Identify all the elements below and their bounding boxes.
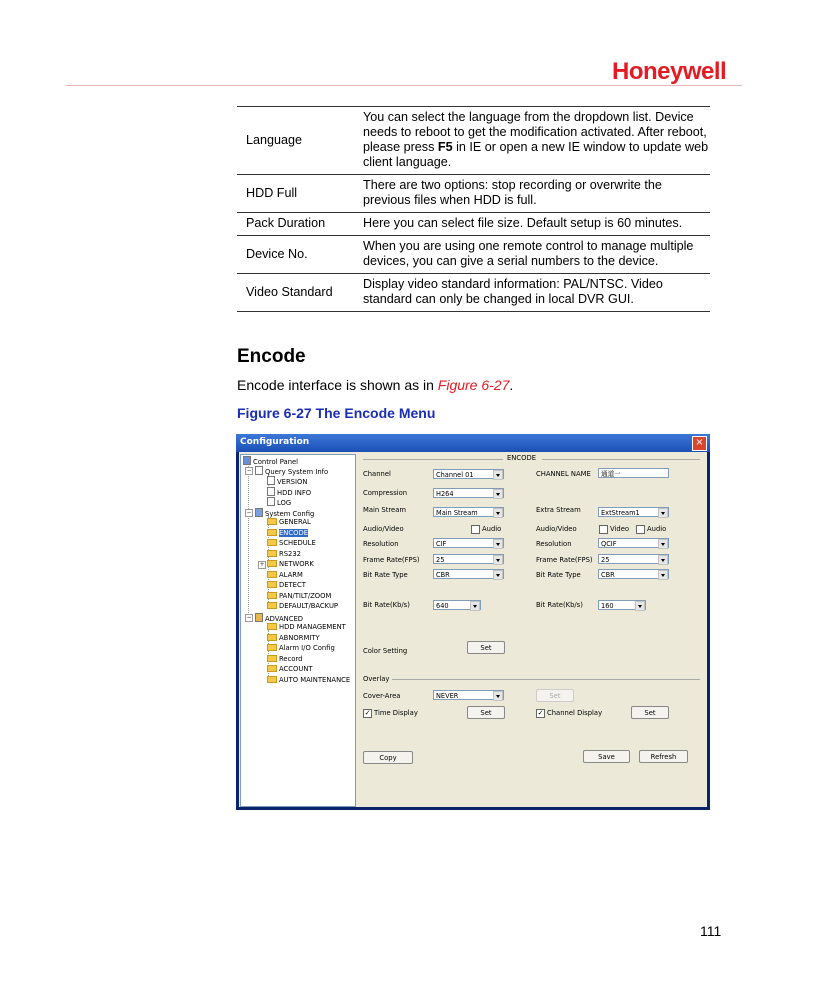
tree-label: Record [279, 655, 303, 663]
tree-item-schedule[interactable] [267, 539, 316, 548]
tree-item-detect[interactable] [267, 581, 306, 590]
tree-item-encode[interactable] [267, 529, 308, 538]
table-key: Language [237, 107, 362, 175]
folder-icon [267, 634, 277, 641]
chevron-down-icon [658, 570, 668, 580]
folder-icon [267, 539, 277, 546]
chevron-down-icon [493, 508, 503, 518]
tree-item-account[interactable] [267, 665, 313, 674]
select-value: 25 [601, 556, 610, 564]
folder-icon [267, 571, 277, 578]
tree-label: System Config [265, 510, 315, 518]
select-value: QCIF [601, 540, 617, 548]
chevron-down-icon [493, 555, 503, 565]
fps-select-extra[interactable] [598, 554, 669, 564]
resolution-label: Resolution [363, 540, 399, 548]
refresh-button[interactable]: Refresh [639, 750, 688, 763]
chevron-down-icon [658, 555, 668, 565]
table-row [237, 175, 710, 213]
fps-label: Frame Rate(FPS) [363, 556, 420, 564]
encode-panel [360, 454, 706, 805]
cover-area-select[interactable] [433, 690, 504, 700]
chevron-down-icon [658, 539, 668, 549]
tree-item-record[interactable] [267, 655, 302, 664]
table-value: You can select the language from the dropdown list. Device needs to reboot to get the modification activated. After reboot, please press F5 in IE or open a new IE window to update web client language. [362, 107, 710, 175]
panel-heading: ENCODE [507, 454, 537, 462]
color-set-button[interactable]: Set [467, 641, 505, 654]
select-value: Channel 01 [436, 471, 474, 479]
tree-label: VERSION [277, 478, 308, 486]
close-button[interactable]: × [692, 436, 707, 451]
table-value: When you are using one remote control to manage multiple devices, you can give a serial numbers to the device. [362, 236, 710, 274]
table-value: Here you can select file size. Default setup is 60 minutes. [362, 213, 710, 236]
folder-icon [267, 665, 277, 672]
bit-rate-label-extra: Bit Rate(Kb/s) [536, 601, 583, 609]
folder-icon [267, 550, 277, 557]
tree-label: ABNORMITY [279, 634, 320, 642]
audio-video-label-extra: Audio/Video [536, 525, 577, 533]
audio-checkbox-main[interactable] [471, 525, 480, 534]
tree-item-network[interactable] [267, 560, 314, 569]
table-key: Video Standard [237, 274, 362, 312]
video-label: Video [610, 525, 630, 533]
group-line [542, 459, 700, 460]
collapse-icon[interactable]: − [246, 509, 252, 516]
table-row [237, 236, 710, 274]
bit-rate-type-label-extra: Bit Rate Type [536, 571, 581, 579]
collapse-icon[interactable]: − [246, 614, 252, 621]
tree-item-version[interactable] [267, 476, 307, 487]
tree-label: ADVANCED [265, 615, 303, 623]
chevron-down-icon [493, 691, 503, 701]
info-icon [255, 466, 263, 475]
tree-label-selected: ENCODE [279, 529, 309, 537]
folder-icon [267, 592, 277, 599]
tree-line [248, 464, 249, 619]
table-row [237, 107, 710, 175]
tree-label: Control Panel [253, 458, 299, 466]
time-display-checkbox[interactable]: ✓ [364, 709, 371, 717]
page-icon [267, 476, 275, 485]
tree-label: DETECT [279, 581, 306, 589]
intro-text: Encode interface is shown as in [237, 377, 438, 393]
tree-label: RS232 [279, 550, 302, 558]
channel-display-label: Channel Display [547, 709, 603, 717]
bit-rate-type-label: Bit Rate Type [363, 571, 408, 579]
main-stream-label: Main Stream [363, 506, 406, 514]
tree-item-alarm-io[interactable] [267, 644, 335, 653]
channel-display-checkbox[interactable]: ✓ [537, 709, 544, 717]
tree-item-abnormity[interactable] [267, 634, 320, 643]
figure-link[interactable]: Figure 6-27 [437, 377, 510, 393]
folder-icon [267, 676, 277, 683]
table-row [237, 213, 710, 236]
select-value: Main Stream [436, 509, 478, 517]
resolution-label-extra: Resolution [536, 540, 572, 548]
audio-video-label: Audio/Video [363, 525, 404, 533]
tree-label: ALARM [279, 571, 303, 579]
tree-item-auto-maintenance[interactable] [267, 676, 350, 685]
tree-item-default-backup[interactable] [267, 602, 338, 611]
tree-label: PAN/TILT/ZOOM [279, 592, 332, 600]
tree-label: Query System Info [265, 468, 329, 476]
extra-stream-select[interactable] [598, 507, 669, 517]
main-stream-select[interactable] [433, 507, 504, 517]
section-title: Encode [237, 346, 306, 367]
tools-icon [255, 508, 263, 517]
bit-rate-label: Bit Rate(Kb/s) [363, 601, 410, 609]
control-panel-icon [243, 456, 251, 465]
tree-item-hdd-management[interactable] [267, 623, 346, 632]
tree-label: NETWORK [279, 560, 314, 568]
folder-icon [267, 644, 277, 651]
bit-rate-type-select-main[interactable] [433, 569, 504, 579]
copy-button[interactable]: Copy [363, 751, 413, 764]
page-number: 111 [700, 923, 722, 939]
chevron-down-icon [658, 508, 668, 518]
resolution-select-extra[interactable] [598, 538, 669, 548]
tree-item-ptz[interactable] [267, 592, 331, 601]
fps-label-extra: Frame Rate(FPS) [536, 556, 593, 564]
tree-item-log[interactable] [267, 497, 291, 508]
tree-item-rs232[interactable] [267, 550, 301, 559]
bit-rate-type-select-extra[interactable] [598, 569, 669, 579]
select-value: ExtStream1 [601, 509, 640, 517]
folder-icon [267, 655, 277, 662]
color-setting-label: Color Setting [363, 647, 408, 655]
table-key: Pack Duration [237, 213, 362, 236]
config-tree [240, 454, 356, 807]
select-value: CBR [601, 571, 615, 579]
chevron-down-icon [470, 601, 480, 611]
advanced-icon [255, 613, 263, 622]
bit-rate-select-main[interactable] [433, 600, 481, 610]
chevron-down-icon [493, 470, 503, 480]
folder-icon [267, 581, 277, 588]
table-key: HDD Full [237, 175, 362, 213]
section-intro [237, 377, 513, 393]
tree-label: LOG [277, 499, 292, 507]
channel-label: Channel [363, 470, 391, 478]
time-display-label: Time Display [374, 709, 418, 717]
overlay-label: Overlay [363, 675, 390, 683]
folder-icon [267, 623, 277, 630]
video-checkbox-extra[interactable] [599, 525, 608, 534]
select-value: H264 [436, 490, 454, 498]
settings-table [237, 106, 710, 312]
folder-icon [267, 602, 277, 609]
select-value: CIF [436, 540, 447, 548]
group-line [363, 459, 503, 460]
chevron-down-icon [635, 601, 645, 611]
window-body [239, 452, 707, 807]
audio-checkbox-extra[interactable] [636, 525, 645, 534]
time-display-set-button[interactable]: Set [467, 706, 505, 719]
chevron-down-icon [493, 539, 503, 549]
tree-label: DEFAULT/BACKUP [279, 602, 339, 610]
tree-label: HDD MANAGEMENT [279, 623, 346, 631]
header-divider [66, 85, 742, 86]
table-value: Display video standard information: PAL/NTSC. Video standard can only be changed in local DVR GUI. [362, 274, 710, 312]
folder-icon [267, 518, 277, 525]
table-row [237, 274, 710, 312]
compression-select[interactable] [433, 488, 504, 498]
page-icon [267, 497, 275, 506]
resolution-select-main[interactable] [433, 538, 504, 548]
group-line [392, 679, 700, 680]
select-value: 640 [436, 602, 449, 610]
save-button[interactable]: Save [583, 750, 630, 763]
collapse-icon[interactable]: − [246, 467, 252, 474]
chevron-down-icon [493, 489, 503, 499]
select-value: 25 [436, 556, 445, 564]
fps-select-main[interactable] [433, 554, 504, 564]
tree-label: SCHEDULE [279, 539, 316, 547]
tree-label: ACCOUNT [279, 665, 313, 673]
configuration-window [236, 434, 710, 810]
window-title: Configuration [240, 437, 310, 447]
tree-label: Alarm I/O Config [279, 644, 335, 652]
title-bar[interactable] [236, 434, 710, 452]
folder-open-icon [267, 529, 277, 536]
select-value: 160 [601, 602, 614, 610]
page-icon [267, 487, 275, 496]
table-value: There are two options: stop recording or overwrite the previous files when HDD is full. [362, 175, 710, 213]
channel-display-set-button[interactable]: Set [631, 706, 669, 719]
folder-icon [267, 560, 277, 567]
audio-label: Audio [482, 525, 502, 533]
extra-stream-label: Extra Stream [536, 506, 581, 514]
audio-label-extra: Audio [647, 525, 667, 533]
cover-area-label: Cover-Area [363, 692, 401, 700]
table-key: Device No. [237, 236, 362, 274]
channel-name-label: CHANNEL NAME [536, 470, 591, 478]
bit-rate-select-extra[interactable] [598, 600, 646, 610]
channel-name-input[interactable]: 通道一 [598, 468, 669, 478]
intro-period: . [509, 377, 514, 393]
tree-item-alarm[interactable] [267, 571, 303, 580]
tree-label: GENERAL [279, 518, 311, 526]
figure-caption: Figure 6-27 The Encode Menu [237, 405, 436, 421]
expand-icon[interactable]: + [259, 561, 265, 568]
cover-area-set-button[interactable]: Set [536, 689, 574, 702]
select-value: CBR [436, 571, 450, 579]
tree-label: AUTO MAINTENANCE [279, 676, 351, 684]
compression-label: Compression [363, 489, 408, 497]
channel-select[interactable] [433, 469, 504, 479]
chevron-down-icon [493, 570, 503, 580]
select-value: NEVER [436, 692, 459, 700]
tree-item-general[interactable] [267, 518, 311, 527]
honeywell-logo: Honeywell [612, 58, 727, 85]
tree-label: HDD INFO [277, 489, 312, 497]
